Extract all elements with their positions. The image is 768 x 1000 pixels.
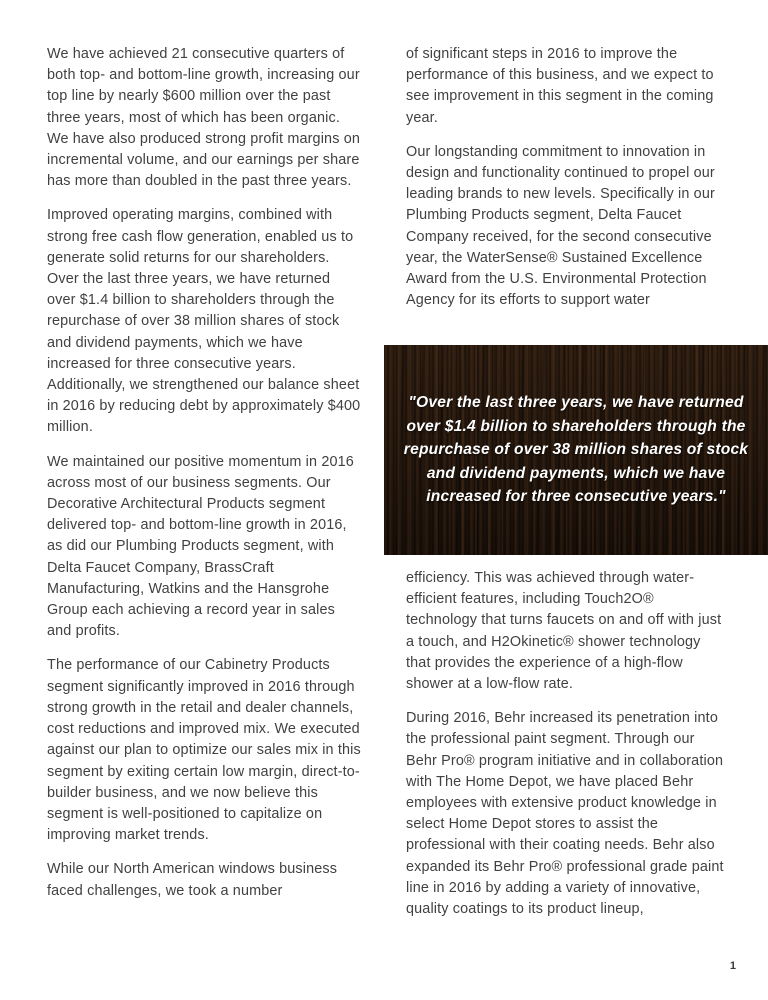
paragraph-left-4: The performance of our Cabinetry Products segment significantly improved in 2016 through strong growth in the retail and dealer channels, cost reductions and improved mix. We executed against our plan to optimize our sales mix in this segment by exiting certain low margin, direct-to-builder business, and we now believe this segment is well-positioned to capitalize on improving market trends. (47, 657, 361, 844)
paragraph-right-4: During 2016, Behr increased its penetration into the professional paint segment. Through our Behr Pro® program initiative and in collaboration with The Home Depot, we have placed Behr employees with extensive product knowledge in select Home Depot stores to assist the professional with their coating needs. Behr also expanded its Behr Pro® professional grade paint line in 2016 by adding a variety of innovative, quality coatings to its product lineup, (406, 710, 724, 918)
paragraph-left-2: Improved operating margins, combined with strong free cash flow generation, enabled us to generate solid returns for our shareholders. Over the last three years, we have returned over $1.4 billion to shareholders through the repurchase of over 38 million shares of stock and dividend payments, which we have increased for three consecutive years. Additionally, we strengthened our balance sheet in 2016 by reducing debt by approximately $400 million. (47, 207, 361, 436)
paragraph-left-3: We maintained our positive momentum in 2016 across most of our business segments. Our Decorative Architectural Products segment delivered top- and bottom-line growth in 2016, as did our Plumbing Products segment, with Delta Faucet Company, BrassCraft Manufacturing, Watkins and the Hansgrohe Group each achieving a record year in sales and profits. (47, 453, 354, 640)
paragraph-left-5: While our North American windows business faced challenges, we took a number (47, 861, 338, 899)
pull-quote-box (384, 345, 768, 555)
paragraph-right-2: Our longstanding commitment to innovation in design and functionality continued to propel our leading brands to new levels. Specifically in our Plumbing Products segment, Delta Faucet Company received, for the second consecutive year, the WaterSense® Sustained Excellence Award from the U.S. Environmental Protection Agency for its efforts to support water (406, 143, 715, 309)
paragraph-left-1: We have achieved 21 consecutive quarters of both top- and bottom-line growth, increasing our top line by nearly $600 million over the past three years, most of which has been organic. We have also produced strong profit margins on incremental volume, and our earnings per share has more than doubled in the past three years. (47, 46, 361, 190)
paragraph-right-1: of significant steps in 2016 to improve the performance of this business, and we expect to see improvement in this segment in the coming year. (406, 46, 714, 126)
pull-quote-text: "Over the last three years, we have returned over $1.4 billion to shareholders through the repurchase of over 38 million shares of stock and dividend payments, which we have increased for three consecutive years." (403, 394, 749, 506)
right-column-top (406, 44, 724, 324)
paragraph-right-3: efficiency. This was achieved through water-efficient features, including Touch2O® technology that turns faucets on and off with just a touch, and H2Okinetic® shower technology that provides the experience of a high-flow shower at a low-flow rate. (406, 570, 722, 693)
page-number: 1 (729, 960, 736, 972)
right-column-bottom (406, 568, 724, 933)
left-column (47, 44, 362, 915)
